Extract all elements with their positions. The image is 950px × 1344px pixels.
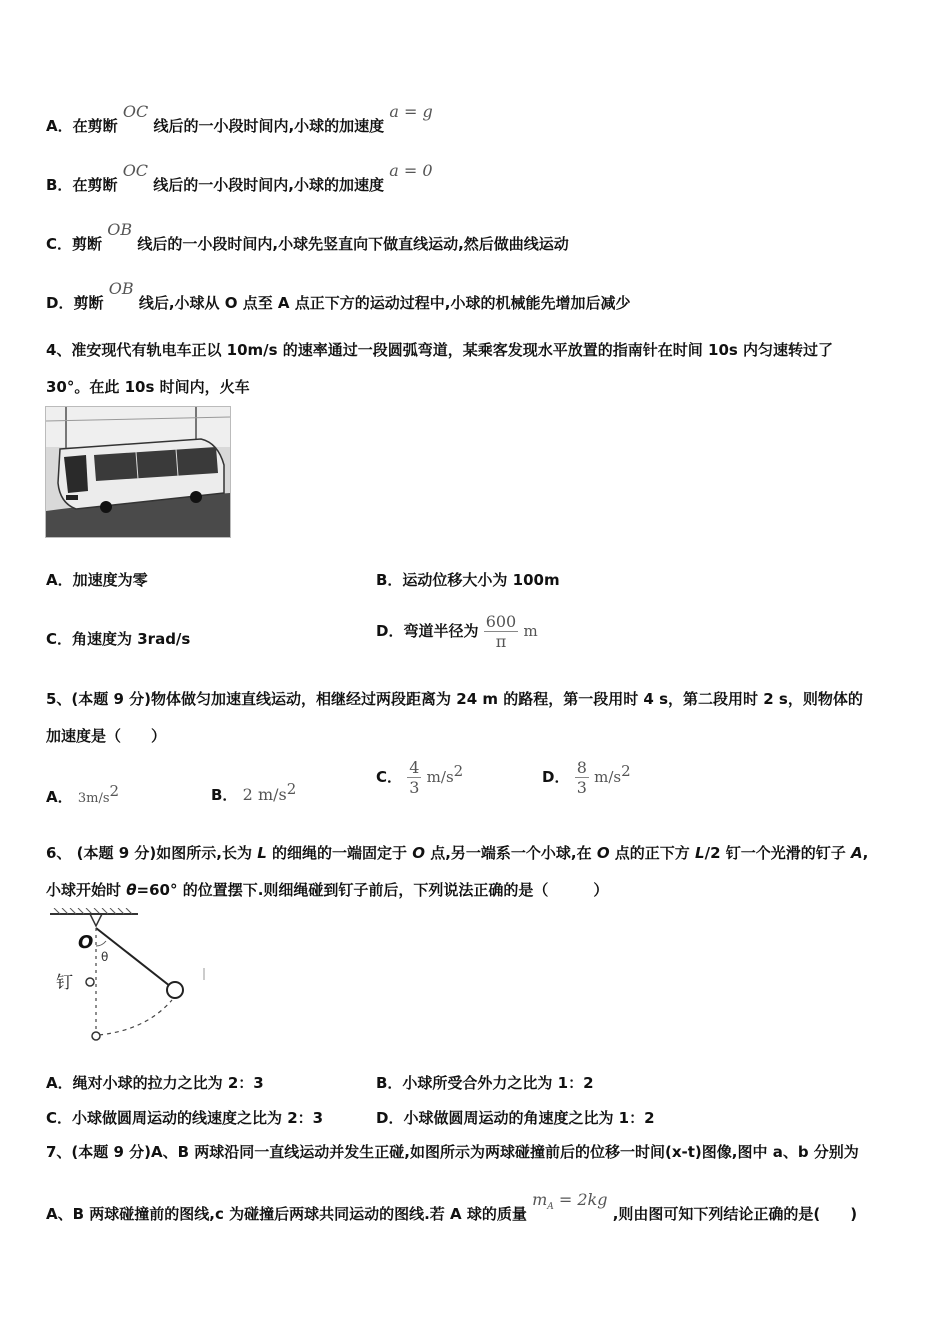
math-a-eq-g: a = g — [389, 102, 433, 121]
q6-stem-line1: 6、 (本题 9 分)如图所示,长为 L 的细绳的一端固定于 O 点,另一端系一个小球,在 O 点的正下方 L/2 钉一个光滑的钉子 A, — [46, 844, 869, 862]
q3-option-d: D．剪断 OB 线后,小球从 O 点至 A 点正下方的运动过程中,小球的机械能先增加后减少 — [46, 279, 631, 312]
tram-photo — [45, 406, 231, 538]
fig-label-o: O — [78, 932, 94, 953]
q5-option-d: D． $\frac{8}{3}$ $m/s^2$ — [542, 758, 631, 797]
fraction-4-over-3: $\frac{4}{3}$ — [409, 758, 420, 797]
q6-option-d: D．小球做圆周运动的角速度之比为 1：2 — [376, 1109, 655, 1127]
math-ob: OB — [107, 220, 133, 239]
q7-stem-line2: A、B 两球碰撞前的图线,c 为碰撞后两球共同运动的图线.若 A 球的质量 $m_A = 2kg$ ,则由图可知下列结论正确的是( ) — [46, 1190, 858, 1223]
math-oc: OC — [122, 161, 149, 180]
q5-stem-line1: 5、(本题 9 分)物体做匀加速直线运动，相继经过两段距离为 24 m 的路程，第一段用时 4 s，第二段用时 2 s，则物体的 — [46, 690, 863, 708]
q4-option-d: D．弯道半径为 $\frac{600}{\pi}$ m — [376, 612, 538, 651]
q5-stem-line2: 加速度是（ ） — [46, 727, 167, 745]
fig-label-nail: 钉 — [56, 973, 73, 993]
q4-stem-line2: 30°。在此 10s 时间内，火车 — [46, 378, 250, 396]
math-ma-2kg: $m_A = 2kg$ — [532, 1190, 608, 1213]
q6-option-c: C．小球做圆周运动的线速度之比为 2：3 — [46, 1109, 324, 1127]
q7-stem-line1: 7、(本题 9 分)A、B 两球沿同一直线运动并发生正碰,如图所示为两球碰撞前后的位移一时间(x-t)图像,图中 a、b 分别为 — [46, 1143, 859, 1161]
pendulum-diagram — [46, 908, 216, 1048]
q3-option-b: B．在剪断 OC 线后的一小段时间内,小球的加速度 a = 0 — [46, 161, 433, 194]
q6-option-a: A．绳对小球的拉力之比为 2：3 — [46, 1074, 264, 1092]
fig-label-theta: θ — [101, 950, 109, 964]
q4-stem-line1: 4、准安现代有轨电车正以 10m/s 的速率通过一段圆弧弯道，某乘客发现水平放置的指南针在时间 10s 内匀速转过了 — [46, 341, 834, 359]
q5-option-a: A． $3m/s^2$ — [46, 782, 120, 806]
q3-option-a: A．在剪断 OC 线后的一小段时间内,小球的加速度 a = g — [46, 102, 433, 135]
q5-option-b: B． 2 $m/s^2$ — [211, 780, 297, 804]
q4-option-c: C．角速度为 3rad/s — [46, 630, 191, 648]
math-a-eq-0: a = 0 — [389, 161, 433, 180]
q4-option-b: B．运动位移大小为 100m — [376, 571, 560, 589]
q6-stem-line2: 小球开始时 θ=60° 的位置摆下.则细绳碰到钉子前后，下列说法正确的是（ ） — [46, 881, 609, 899]
math-oc: OC — [122, 102, 149, 121]
fraction-8-over-3: $\frac{8}{3}$ — [576, 758, 587, 797]
q6-option-b: B．小球所受合外力之比为 1：2 — [376, 1074, 594, 1092]
fraction-600-over-pi: $\frac{600}{\pi}$ — [485, 612, 517, 651]
q3-option-c: C．剪断 OB 线后的一小段时间内,小球先竖直向下做直线运动,然后做曲线运动 — [46, 220, 569, 253]
math-ob: OB — [108, 279, 134, 298]
q5-option-c: C． $\frac{4}{3}$ $m/s^2$ — [376, 758, 464, 797]
q4-option-a: A．加速度为零 — [46, 571, 148, 589]
